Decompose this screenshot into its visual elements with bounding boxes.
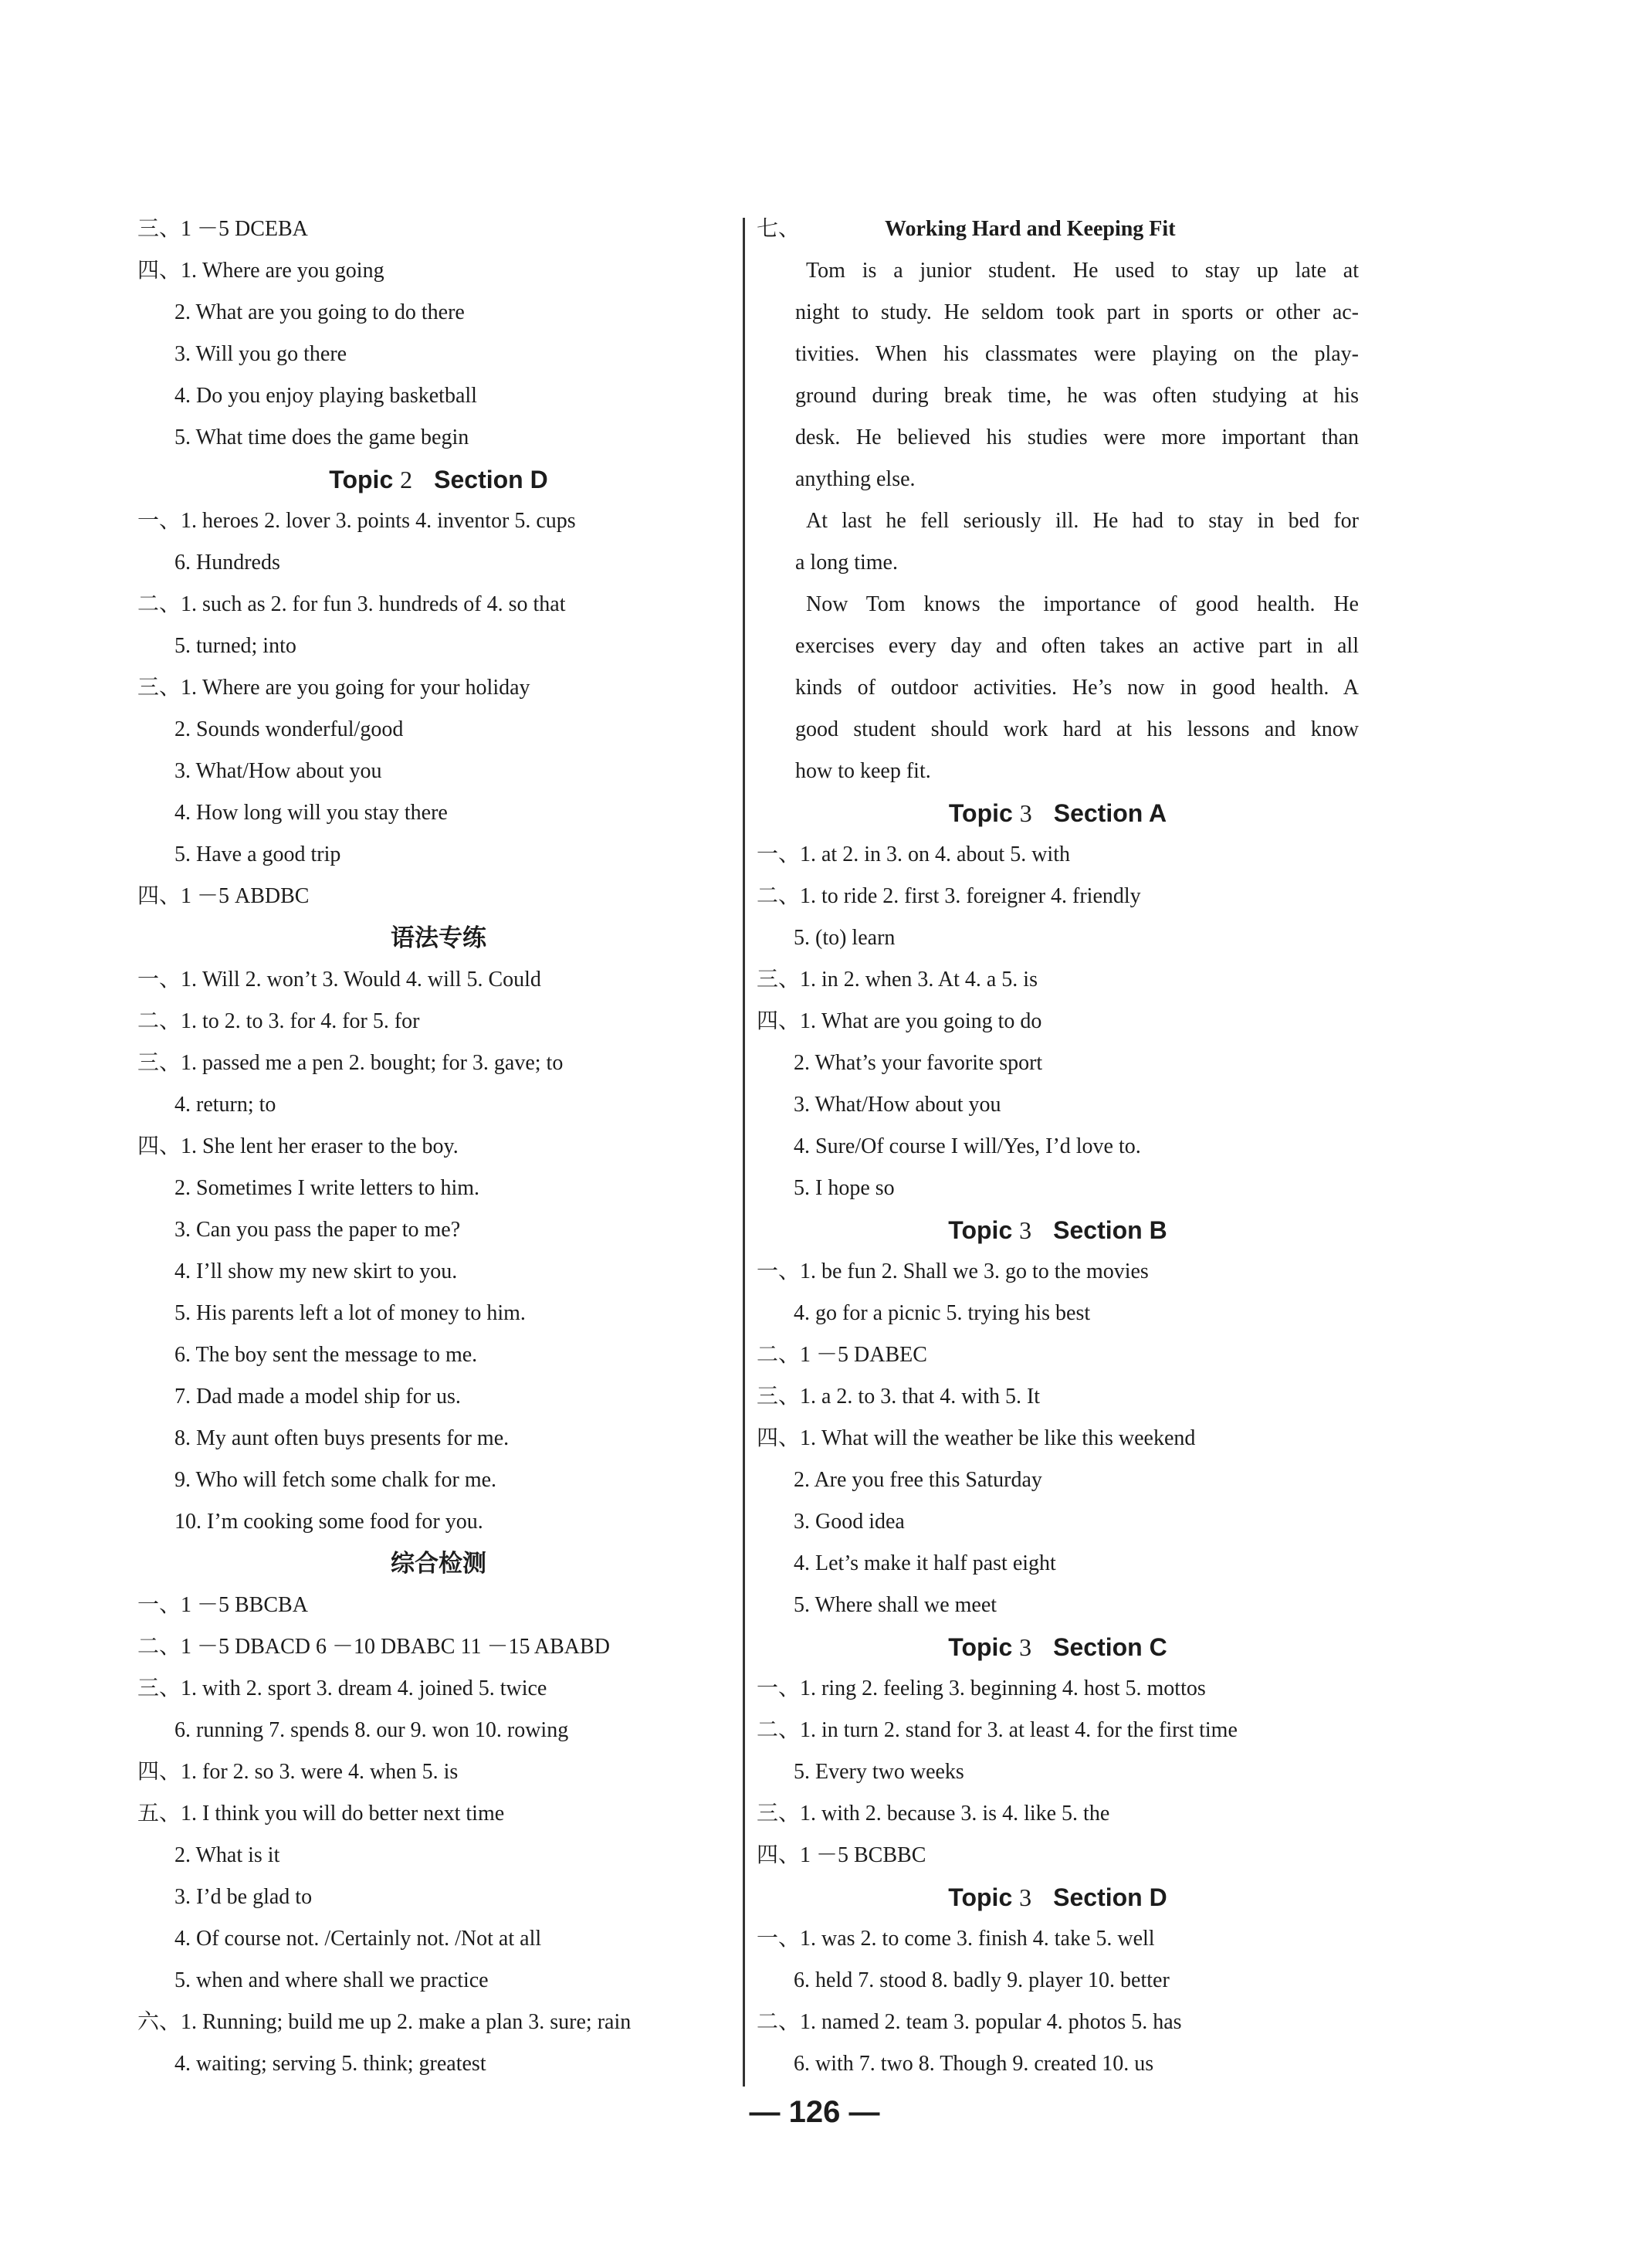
answer-line: 三、1. in 2. when 3. At 4. a 5. is [757,968,1038,992]
page-number: — 126 — [749,2095,880,2129]
answer-line: 三、1. passed me a pen 2. bought; for 3. gave; to [137,1051,564,1075]
section-label: Section A [1053,799,1167,827]
answer-line: 一、1. was 2. to come 3. finish 4. take 5. well [757,1927,1155,1951]
right-column [757,208,1359,2085]
topic-label: Topic [329,466,394,493]
answer-line: 四、1 －5 ABDBC [137,884,310,908]
answer-line: 一、1. ring 2. feeling 3. beginning 4. host 5. mottos [757,1676,1206,1700]
section-heading [137,459,740,500]
left-column [137,208,740,2085]
answer-line: 二、1 －5 DABEC [757,1343,927,1367]
answer-subline: 5. when and where shall we practice [174,1968,489,1992]
answer-subline: 3. What/How about you [794,1093,1001,1117]
column-divider [743,218,745,2087]
answer-subline: 2. What are you going to do there [174,300,465,324]
answer-subline: 4. I’ll show my new skirt to you. [174,1259,458,1283]
answer-subline: 3. Can you pass the paper to me? [174,1218,461,1242]
answer-line: 二、1. to ride 2. first 3. foreigner 4. friendly [757,884,1141,908]
answer-line: 四、1. What will the weather be like this weekend [757,1426,1196,1450]
topic-label: Topic [948,1633,1013,1661]
answer-subline: 5. Where shall we meet [794,1593,997,1617]
answer-subline: 4. go for a picnic 5. trying his best [794,1301,1091,1325]
answer-subline: 5. Have a good trip [174,842,341,866]
answer-subline: 3. Will you go there [174,342,347,366]
section-label: Section B [1053,1216,1167,1244]
answer-subline: 6. Hundreds [174,551,280,575]
answer-subline: 3. What/How about you [174,759,382,783]
topic-label: Topic [948,1216,1013,1244]
answer-subline: 5. (to) learn [794,926,896,950]
section-heading: 语法专练 [391,924,486,951]
answer-subline: 5. His parents left a lot of money to him. [174,1301,526,1325]
answer-line: 四、1 －5 BCBBC [757,1843,926,1867]
topic-number: 2 [400,466,413,493]
answer-line: 三、1. with 2. sport 3. dream 4. joined 5. twice [137,1676,547,1700]
answer-subline: 2. What is it [174,1843,280,1867]
answer-line: 一、1. heroes 2. lover 3. points 4. inventor 5. cups [137,509,576,533]
passage-title-line [757,208,1359,250]
answer-line: 二、1. named 2. team 3. popular 4. photos 5. has [757,2010,1182,2034]
answer-subline: 2. Are you free this Saturday [794,1468,1042,1492]
answer-line: 二、1. such as 2. for fun 3. hundreds of 4. so that [137,592,566,616]
answer-subline: 4. Let’s make it half past eight [794,1551,1056,1575]
passage-line: At last he fell seriously ill. He had to stay in bed for [806,509,1359,533]
section-heading: 综合检测 [391,1550,486,1577]
passage-line: a long time. [795,551,898,575]
section-heading [757,1626,1359,1668]
passage-line: Tom is a junior student. He used to stay up late at [806,259,1359,283]
answer-subline: 2. Sometimes I write letters to him. [174,1176,480,1200]
passage-line: ground during break time, he was often studying at his [795,384,1359,408]
answer-line: 一、1. be fun 2. Shall we 3. go to the movies [757,1259,1149,1283]
answer-subline: 4. waiting; serving 5. think; greatest [174,2052,486,2076]
answer-subline: 5. I hope so [794,1176,895,1200]
answer-line: 二、1. in turn 2. stand for 3. at least 4. for the first time [757,1718,1238,1742]
topic-number: 3 [1019,1883,1032,1911]
answer-line: 一、1. Will 2. won’t 3. Would 4. will 5. Could [137,968,541,992]
answer-subline: 5. turned; into [174,634,296,658]
passage-line: good student should work hard at his lessons and know [795,717,1359,741]
topic-label: Topic [948,1883,1013,1911]
answer-subline: 6. The boy sent the message to me. [174,1343,478,1367]
section-heading [757,1876,1359,1918]
section-heading [757,1209,1359,1251]
answer-line: 五、1. I think you will do better next time [137,1802,505,1826]
passage-line: exercises every day and often takes an active part in all [795,634,1359,658]
answer-subline: 4. return; to [174,1093,276,1117]
answer-subline: 9. Who will fetch some chalk for me. [174,1468,497,1492]
answer-line: 二、1. to 2. to 3. for 4. for 5. for [137,1009,420,1033]
section-heading [757,792,1359,834]
answer-line: 四、1. What are you going to do [757,1009,1042,1033]
passage-line: anything else. [795,467,916,491]
answer-line: 六、1. Running; build me up 2. make a plan 3. sure; rain [137,2010,632,2034]
answer-subline: 10. I’m cooking some food for you. [174,1510,483,1534]
answer-subline: 6. with 7. two 8. Though 9. created 10. us [794,2052,1154,2076]
answer-line: 三、1. Where are you going for your holiday [137,676,530,700]
topic-number: 3 [1019,1633,1032,1661]
answer-subline: 2. What’s your favorite sport [794,1051,1043,1075]
answer-subline: 5. Every two weeks [794,1760,964,1784]
answer-subline: 7. Dad made a model ship for us. [174,1385,461,1409]
answer-line: 四、1. She lent her eraser to the boy. [137,1134,459,1158]
passage-line: Now Tom knows the importance of good health. He [806,592,1359,616]
answer-line: 四、1. for 2. so 3. were 4. when 5. is [137,1760,459,1784]
answer-subline: 4. How long will you stay there [174,801,448,825]
section-label: Section C [1053,1633,1167,1661]
answer-subline: 4. Do you enjoy playing basketball [174,384,477,408]
answer-subline: 5. What time does the game begin [174,425,469,449]
answer-subline: 8. My aunt often buys presents for me. [174,1426,510,1450]
passage-line: how to keep fit. [795,759,931,783]
question-number: 七、 [757,217,801,241]
answer-subline: 4. Sure/Of course I will/Yes, I’d love to. [794,1134,1141,1158]
passage-title: Working Hard and Keeping Fit [885,217,1176,241]
answer-subline: 3. Good idea [794,1510,905,1534]
answer-line: 一、1. at 2. in 3. on 4. about 5. with [757,842,1070,866]
passage-line: kinds of outdoor activities. He’s now in good health. A [795,676,1359,700]
answer-subline: 3. I’d be glad to [174,1885,313,1909]
answer-line: 四、1. Where are you going [137,259,384,283]
topic-number: 3 [1019,1216,1032,1244]
section-label: Section D [434,466,548,493]
topic-number: 3 [1019,799,1032,827]
passage-line: desk. He believed his studies were more important than [795,425,1359,449]
topic-label: Topic [948,799,1013,827]
passage-line: night to study. He seldom took part in sports or other ac- [795,300,1359,324]
answer-subline: 6. held 7. stood 8. badly 9. player 10. better [794,1968,1170,1992]
passage-line: tivities. When his classmates were playing on the play- [795,342,1359,366]
answer-subline: 4. Of course not. /Certainly not. /Not at all [174,1927,542,1951]
answer-subline: 6. running 7. spends 8. our 9. won 10. rowing [174,1718,569,1742]
answer-line: 二、1 －5 DBACD 6 －10 DBABC 11 －15 ABABD [137,1635,610,1659]
answer-line: 三、1 －5 DCEBA [137,217,308,241]
answer-subline: 2. Sounds wonderful/good [174,717,404,741]
answer-line: 三、1. a 2. to 3. that 4. with 5. It [757,1385,1041,1409]
section-label: Section D [1053,1883,1167,1911]
answer-line: 一、1 －5 BBCBA [137,1593,308,1617]
answer-line: 三、1. with 2. because 3. is 4. like 5. the [757,1802,1110,1826]
